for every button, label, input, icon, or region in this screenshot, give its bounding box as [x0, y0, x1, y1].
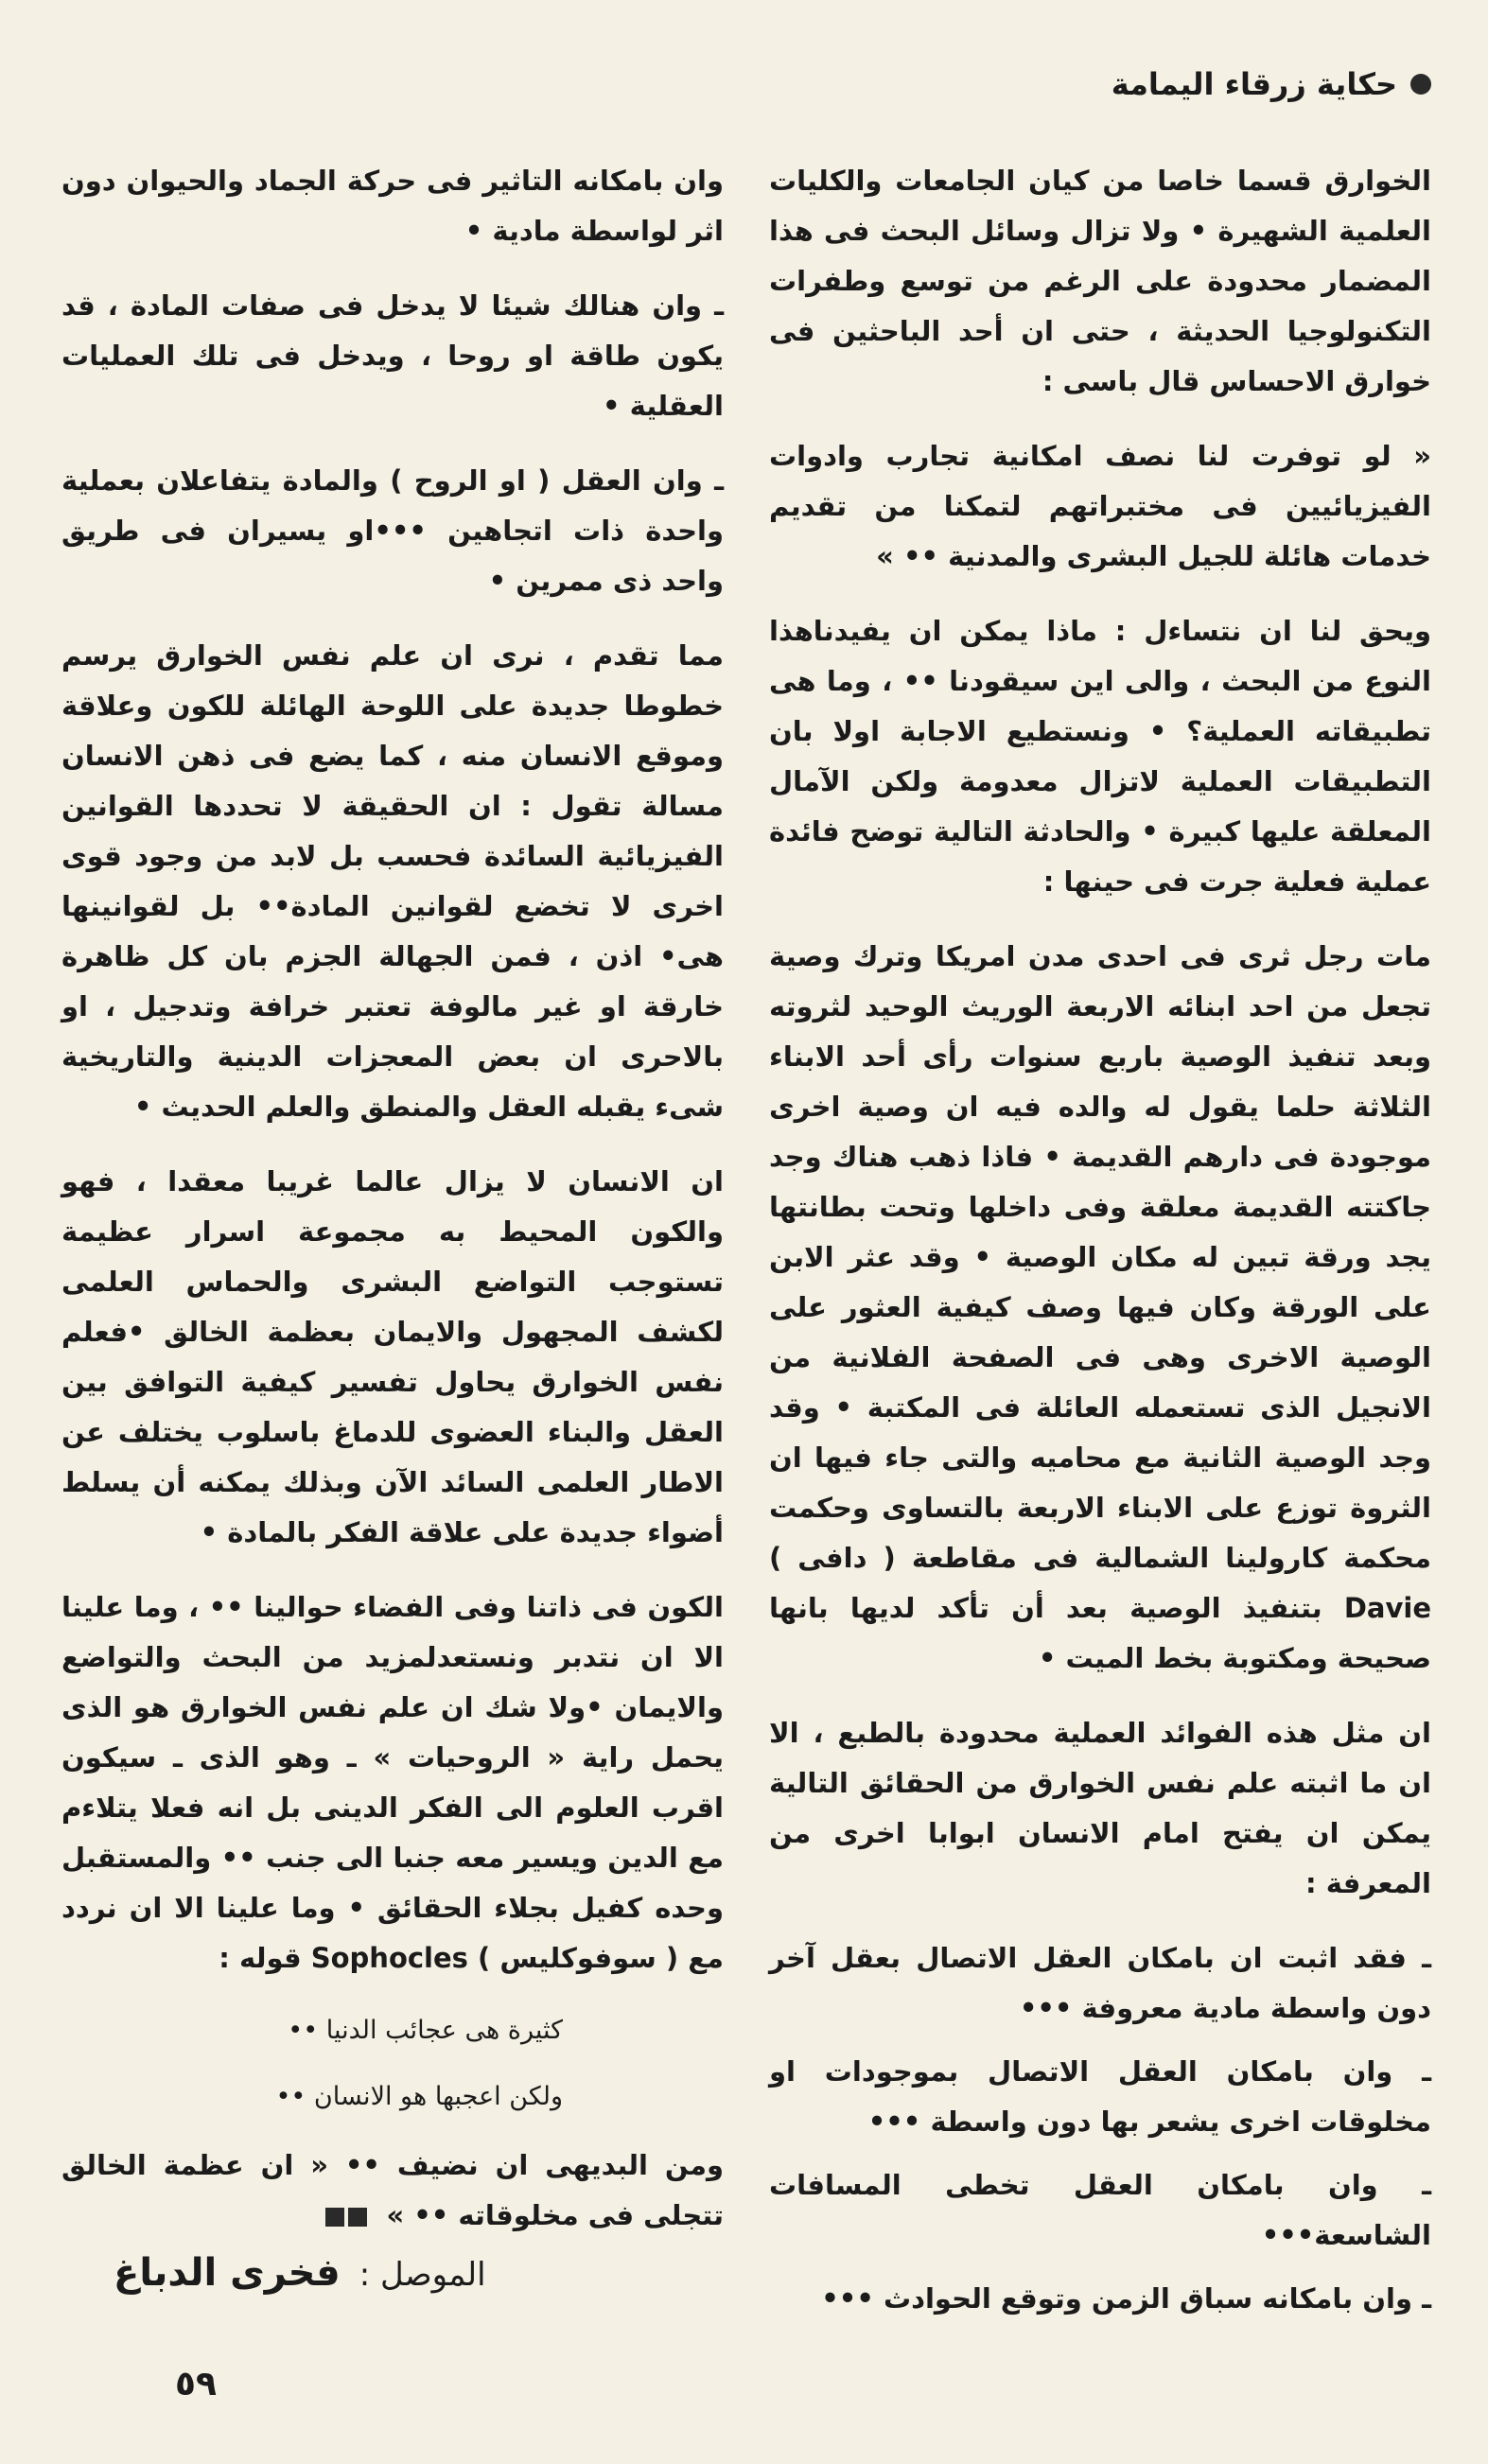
author-name: فخرى الدباغ — [114, 2251, 341, 2295]
author-city: الموصل : — [359, 2256, 486, 2294]
paragraph: الخوارق قسما خاصا من كيان الجامعات والكليات العلمية الشهيرة • ولا تزال وسائل البحث فى هذا المضمار محدودة على الرغم من توسع وطفرات التكنولوجيا الحديثة ، حتى ان أحد الباحثين فى خوارق الاحساس قال باسى : — [769, 165, 1431, 397]
paragraph: ان الانسان لا يزال عالما غريبا معقدا ، فهو والكون المحيط به مجموعة اسرار عظيمة تستوجب التواضع البشرى والحماس العلمى لكشف المجهول والايمان بعظمة الخالق •فعلم نفس الخوارق يحاول تفسير كيفية التوافق بين العقل والبناء العضوى للدماغ باسلوب يختلف عن الاطار العلمى السائد الآن وبذلك يمكنه أن يسلط أضواء جديدة على علاقة الفكر بالمادة • — [61, 1165, 724, 1548]
paragraph: ويحق لنا ان نتساءل : ماذا يمكن ان يفيدناهذا النوع من البحث ، والى اين سيقودنا •• ، وما هى تطبيقاته العملية؟ • ونستطيع الاجابة اولا بان التطبيقات العملية لاتزال معدومة ولكن الآمال المعلقة عليها كبيرة • والحادثة التالية توضح فائدة عملية فعلية جرت فى حينها : — [769, 615, 1431, 898]
list-item: ـ فقد اثبت ان بامكان العقل الاتصال بعقل آخر دون واسطة مادية معروفة ••• — [769, 1942, 1431, 2024]
list-item: ـ وان بامكان العقل تخطى المسافات الشاسعة••• — [769, 2169, 1431, 2251]
poem-line: كثيرة هى عجائب الدنيا •• — [288, 2016, 563, 2045]
right-column — [769, 156, 1431, 2337]
list-item: ـ وان بامكان العقل الاتصال بموجودات او مخلوقات اخرى يشعر بها دون واسطة ••• — [769, 2055, 1431, 2138]
author-signature — [114, 2251, 486, 2295]
closing-text: ومن البديهى ان نضيف •• « ان عظمة الخالق تتجلى فى مخلوقاته •• » — [61, 2149, 724, 2231]
paragraph: ان مثل هذه الفوائد العملية محدودة بالطبع ، الا ان ما اثبته علم نفس الخوارق من الحقائق التالية يمكن ان يفتح امام الانسان ابوابا اخرى من المعرفة : — [769, 1717, 1431, 1899]
poem-line: ولكن اعجبها هو الانسان •• — [275, 2082, 563, 2111]
page-number: ٥٩ — [175, 2365, 217, 2403]
paragraph: الكون فى ذاتنا وفى الفضاء حوالينا •• ، وما علينا الا ان نتدبر ونستعدلمزيد من البحث والتواضع والايمان •ولا شك ان علم نفس الخوارق هو الذى يحمل راية « الروحيات » ـ وهو الذى ـ سيكون اقرب العلوم الى الفكر الدينى بل انه فعلا يتلاءم مع الدين ويسير معه جنبا الى جنب •• والمستقبل وحده كفيل بجلاء الحقائق • وما علينا الا ان نردد مع ( سوفوكليس ) Sophocles قوله : — [61, 1591, 724, 1974]
list-item: ـ وان بامكانه سباق الزمن وتوقع الحوادث ••• — [821, 2282, 1431, 2315]
paragraph: ـ وان هنالك شيئا لا يدخل فى صفات المادة ، قد يكون طاقة او روحا ، ويدخل فى تلك العمليات العقلية • — [61, 289, 724, 422]
running-header — [1112, 66, 1431, 102]
end-mark-icon — [325, 2208, 367, 2227]
paragraph: مما تقدم ، نرى ان علم نفس الخوارق يرسم خطوطا جديدة على اللوحة الهائلة للكون وعلاقة وموقع الانسان منه ، كما يضع فى ذهن الانسان مسالة تقول : ان الحقيقة لا تحددها القوانين الفيزيائية السائدة فحسب بل لابد من وجود قوى اخرى لا تخضع لقوانين المادة•• بل لقوانينها هى• اذن ، فمن الجهالة الجزم بان كل ظاهرة خارقة او غير مالوفة تعتبر خرافة وتدجيل ، او بالاحرى ان بعض المعجزات الدينية والتاريخية شىء يقبله العقل والمنطق والعلم الحديث • — [61, 639, 724, 1123]
bullet-icon — [1410, 74, 1431, 95]
article-title: حكاية زرقاء اليمامة — [1111, 66, 1397, 102]
paragraph: مات رجل ثرى فى احدى مدن امريكا وترك وصية تجعل من احد ابنائه الاربعة الوريث الوحيد لثروته وبعد تنفيذ الوصية باربع سنوات رأى أحد الابناء الثلاثة حلما يقول له والده فيه ان وصية اخرى موجودة فى دارهم القديمة • فاذا ذهب هناك وجد جاكتته القديمة معلقة وفى داخلها وتحت بطانتها يجد ورقة تبين له مكان الوصية • وقد عثر الابن على الورقة وكان فيها وصف كيفية العثور على الوصية الاخرى وهى فى الصفحة الفلانية من الانجيل الذى تستعمله العائلة فى المكتبة • وقد وجد الوصية الثانية مع محاميه والتى جاء فيها ان الثروة توزع على الابناء الاربعة بالتساوى وحكمت محكمة كارولينا الشمالية فى مقاطعة ( دافى ) Davie بتنفيذ الوصية بعد أن تأكد لديها بانها صحيحة ومكتوبة بخط الميت • — [769, 940, 1431, 1674]
paragraph: وان بامكانه التاثير فى حركة الجماد والحيوان دون اثر لواسطة مادية • — [61, 165, 724, 247]
closing-paragraph — [61, 2141, 724, 2241]
left-column — [61, 156, 724, 2265]
paragraph: ـ وان العقل ( او الروح ) والمادة يتفاعلان بعملية واحدة ذات اتجاهين •••او يسيران فى طريق واحد ذى ممرين • — [61, 464, 724, 597]
quote-paragraph: « لو توفرت لنا نصف امكانية تجارب وادوات الفيزيائيين فى مختبراتهم لتمكنا من تقديم خدمات هائلة للجيل البشرى والمدنية •• » — [769, 440, 1431, 572]
